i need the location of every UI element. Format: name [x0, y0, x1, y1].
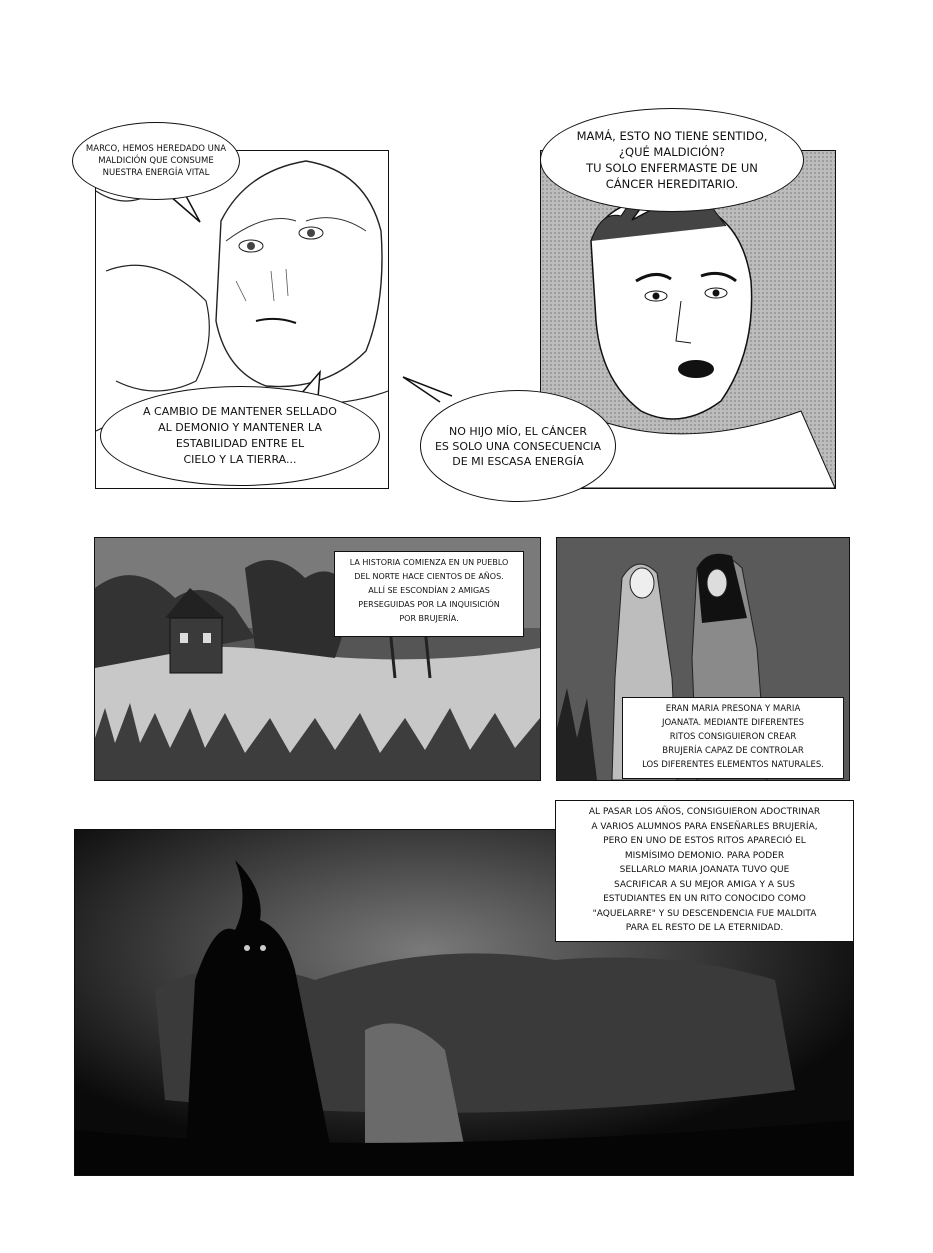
- caption-aquelarre: AL PASAR LOS AÑOS, CONSIGUIERON ADOCTRINAR A VARIOS ALUMNOS PARA ENSEÑARLES BRUJERÍA, PERO EN UNO DE ESTOS RITOS APARECIÓ EL MISMÍSIMO DEMONIO. PARA PODER SELLARLO MARIA JOANATA TUVO QUE SACRIFICAR A SU MEJOR AMIGA Y A SUS ESTUDIANTES EN UN RITO CONOCIDO COMO "AQUELARRE" Y SU DESCENDENCIA FUE MALDITA PARA EL RESTO DE LA ETERNIDAD.: [555, 800, 854, 942]
- speech-bubble-mother-1: MARCO, HEMOS HEREDADO UNA MALDICIÓN QUE CONSUME NUESTRA ENERGÍA VITAL: [72, 122, 240, 200]
- speech-bubble-mother-2: A CAMBIO DE MANTENER SELLADO AL DEMONIO Y MANTENER LA ESTABILIDAD ENTRE EL CIELO Y LA TIERRA...: [100, 386, 380, 486]
- speech-bubble-mother-3: NO HIJO MÍO, EL CÁNCER ES SOLO UNA CONSECUENCIA DE MI ESCASA ENERGÍA: [420, 390, 616, 502]
- caption-two-witches: ERAN MARIA PRESONA Y MARIA JOANATA. MEDIANTE DIFERENTES RITOS CONSIGUIERON CREAR BRUJERÍA CAPAZ DE CONTROLAR LOS DIFERENTES ELEMENTOS NATURALES.: [622, 697, 844, 779]
- speech-bubble-son: MAMÁ, ESTO NO TIENE SENTIDO, ¿QUÉ MALDICIÓN? TU SOLO ENFERMASTE DE UN CÁNCER HEREDITARIO.: [540, 108, 804, 212]
- caption-village: LA HISTORIA COMIENZA EN UN PUEBLO DEL NORTE HACE CIENTOS DE AÑOS. ALLÍ SE ESCONDÍAN 2 AMIGAS PERSEGUIDAS POR LA INQUISICIÓN POR BRUJERÍA.: [334, 551, 524, 637]
